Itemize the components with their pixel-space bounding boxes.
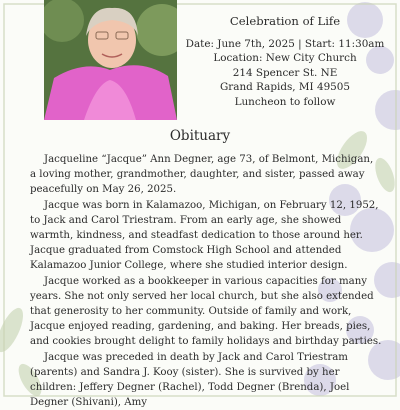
service-details bbox=[184, 14, 386, 110]
portrait-photo bbox=[44, 0, 177, 120]
obituary-paragraph: Jacque worked as a bookkeeper in various capacities for many years. She not only served her local church, but she also extended that generosity to her community. Outside of family and work, Jacque enjoyed reading, gardening, and baking. Her breads, pies, and cookies brought delight to family holidays and birthday parties. bbox=[30, 275, 382, 348]
event-date: Date: June 7th, 2025 | Start: 11:30am bbox=[185, 37, 385, 50]
event-location: Location: New City Church bbox=[213, 52, 357, 65]
obituary-paragraph: Jacque was born in Kalamazoo, Michigan, on February 12, 1952, to Jack and Carol Triestram. From an early age, she showed warmth, kindness, and steadfast dedication to those around her. Jacque graduated from Comstock High School and attended Kalamazoo Junior College, where she studied interior design. bbox=[30, 199, 379, 272]
obituary-heading: Obituary bbox=[169, 128, 231, 144]
event-title: Celebration of Life bbox=[229, 14, 341, 28]
event-luncheon: Luncheon to follow bbox=[234, 95, 336, 108]
obituary-paragraph: Jacque was preceded in death by Jack and Carol Triestram (parents) and Sandra J. Kooy (sister). She is survived by her children: Jeffery Degner (Rachel), Todd Degner (Brenda), Joel Degner (Shivani), Amy bbox=[30, 351, 350, 409]
obituary-body bbox=[30, 152, 382, 410]
event-address-street: 214 Spencer St. NE bbox=[232, 66, 338, 79]
obituary-paragraph: Jacqueline “Jacque” Ann Degner, age 73, of Belmont, Michigan, a loving mother, grandmother, daughter, and sister, passed away peacefully on May 26, 2025. bbox=[30, 154, 374, 196]
event-address-city: Grand Rapids, MI 49505 bbox=[219, 81, 351, 94]
portrait-illustration bbox=[44, 0, 177, 120]
